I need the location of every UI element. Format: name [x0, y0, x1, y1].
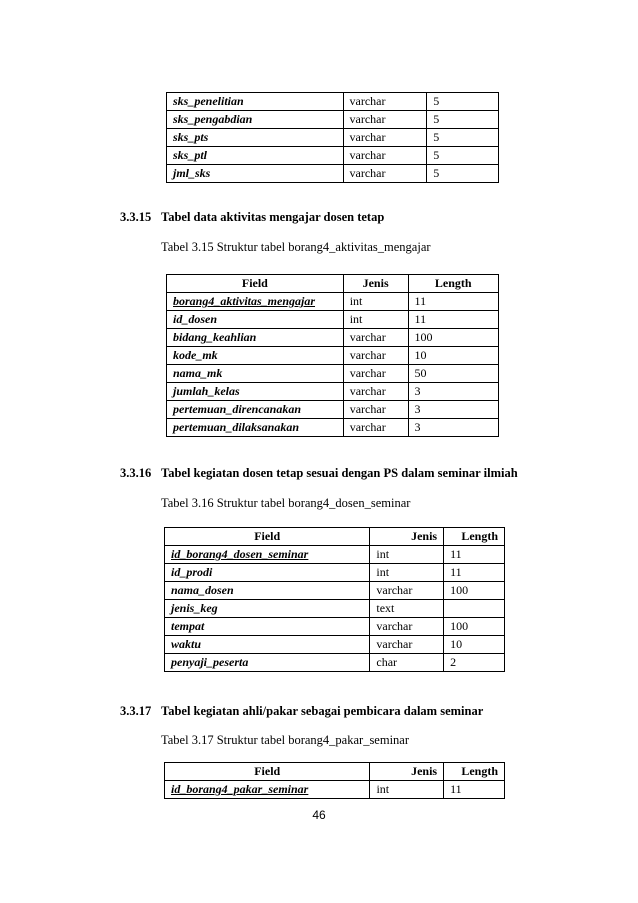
table-row	[167, 93, 499, 111]
length-cell: 5	[427, 111, 499, 129]
column-header-field: Field	[165, 763, 370, 781]
type-cell: varchar	[370, 582, 444, 600]
table-row	[167, 311, 499, 329]
length-cell: 50	[408, 365, 498, 383]
type-cell: varchar	[343, 147, 427, 165]
type-cell: int	[370, 546, 444, 564]
field-cell: pertemuan_direncanakan	[167, 401, 344, 419]
table-caption-3-15: Tabel 3.15 Struktur tabel borang4_aktivitas_mengajar	[161, 240, 431, 254]
length-cell: 11	[408, 311, 498, 329]
column-header-jenis: Jenis	[343, 275, 408, 293]
table-row	[167, 129, 499, 147]
section-title: Tabel kegiatan ahli/pakar sebagai pembicara dalam seminar	[161, 704, 484, 718]
table-row	[167, 147, 499, 165]
field-cell: nama_dosen	[165, 582, 370, 600]
field-cell: id_prodi	[165, 564, 370, 582]
table-row	[167, 111, 499, 129]
type-cell: varchar	[343, 93, 427, 111]
length-cell: 5	[427, 93, 499, 111]
type-cell: varchar	[343, 365, 408, 383]
table-3-15	[166, 274, 499, 437]
field-cell: jenis_keg	[165, 600, 370, 618]
table-caption-3-16: Tabel 3.16 Struktur tabel borang4_dosen_seminar	[161, 496, 411, 510]
page-number: 46	[312, 808, 326, 822]
table-caption-3-17: Tabel 3.17 Struktur tabel borang4_pakar_seminar	[161, 733, 410, 747]
length-cell: 10	[408, 347, 498, 365]
type-cell: int	[343, 293, 408, 311]
length-cell	[444, 600, 505, 618]
section-title: Tabel kegiatan dosen tetap sesuai dengan PS dalam seminar ilmiah	[161, 466, 518, 480]
field-cell: sks_ptl	[167, 147, 344, 165]
column-header-length: Length	[408, 275, 498, 293]
field-cell: waktu	[165, 636, 370, 654]
table-row	[165, 618, 505, 636]
length-cell: 3	[408, 419, 498, 437]
table-3-17	[164, 762, 505, 799]
field-cell: jml_sks	[167, 165, 344, 183]
column-header-jenis: Jenis	[370, 528, 444, 546]
field-cell: id_dosen	[167, 311, 344, 329]
type-cell: varchar	[343, 111, 427, 129]
field-cell: kode_mk	[167, 347, 344, 365]
table-continued	[166, 92, 499, 183]
length-cell: 5	[427, 165, 499, 183]
type-cell: int	[370, 564, 444, 582]
type-cell: text	[370, 600, 444, 618]
length-cell: 100	[408, 329, 498, 347]
length-cell: 11	[408, 293, 498, 311]
section-number: 3.3.15	[120, 210, 152, 224]
type-cell: varchar	[370, 636, 444, 654]
table-header-row	[165, 528, 505, 546]
column-header-field: Field	[167, 275, 344, 293]
length-cell: 11	[444, 781, 505, 799]
column-header-length: Length	[444, 763, 505, 781]
length-cell: 100	[444, 618, 505, 636]
type-cell: int	[343, 311, 408, 329]
field-cell: nama_mk	[167, 365, 344, 383]
table-3-16	[164, 527, 505, 672]
type-cell: varchar	[343, 329, 408, 347]
table-row	[165, 582, 505, 600]
section-heading-3-3-15	[120, 210, 384, 225]
table-row	[167, 329, 499, 347]
field-cell: pertemuan_dilaksanakan	[167, 419, 344, 437]
field-cell: sks_penelitian	[167, 93, 344, 111]
field-cell: borang4_aktivitas_mengajar	[167, 293, 344, 311]
length-cell: 3	[408, 383, 498, 401]
length-cell: 3	[408, 401, 498, 419]
table-row	[165, 781, 505, 799]
table-row	[165, 600, 505, 618]
field-cell: sks_pts	[167, 129, 344, 147]
table-header-row	[165, 763, 505, 781]
table-row	[167, 165, 499, 183]
table-row	[167, 293, 499, 311]
length-cell: 2	[444, 654, 505, 672]
type-cell: int	[370, 781, 444, 799]
type-cell: varchar	[343, 383, 408, 401]
type-cell: varchar	[343, 419, 408, 437]
table-row	[167, 419, 499, 437]
section-number: 3.3.16	[120, 466, 152, 480]
table-row	[165, 636, 505, 654]
section-heading-3-3-17	[120, 704, 483, 719]
table-row	[167, 383, 499, 401]
column-header-jenis: Jenis	[370, 763, 444, 781]
length-cell: 5	[427, 147, 499, 165]
length-cell: 10	[444, 636, 505, 654]
type-cell: char	[370, 654, 444, 672]
length-cell: 11	[444, 564, 505, 582]
section-heading-3-3-16	[120, 466, 518, 481]
field-cell: penyaji_peserta	[165, 654, 370, 672]
field-cell: id_borang4_pakar_seminar	[165, 781, 370, 799]
type-cell: varchar	[343, 165, 427, 183]
type-cell: varchar	[343, 401, 408, 419]
field-cell: sks_pengabdian	[167, 111, 344, 129]
table-header-row	[167, 275, 499, 293]
type-cell: varchar	[343, 129, 427, 147]
table-row	[167, 365, 499, 383]
field-cell: bidang_keahlian	[167, 329, 344, 347]
length-cell: 11	[444, 546, 505, 564]
table-row	[167, 347, 499, 365]
column-header-field: Field	[165, 528, 370, 546]
section-number: 3.3.17	[120, 704, 152, 718]
field-cell: id_borang4_dosen_seminar	[165, 546, 370, 564]
field-cell: jumlah_kelas	[167, 383, 344, 401]
section-title: Tabel data aktivitas mengajar dosen tetap	[161, 210, 385, 224]
length-cell: 5	[427, 129, 499, 147]
field-cell: tempat	[165, 618, 370, 636]
type-cell: varchar	[370, 618, 444, 636]
table-row	[167, 401, 499, 419]
table-row	[165, 564, 505, 582]
table-row	[165, 546, 505, 564]
length-cell: 100	[444, 582, 505, 600]
column-header-length: Length	[444, 528, 505, 546]
type-cell: varchar	[343, 347, 408, 365]
table-row	[165, 654, 505, 672]
